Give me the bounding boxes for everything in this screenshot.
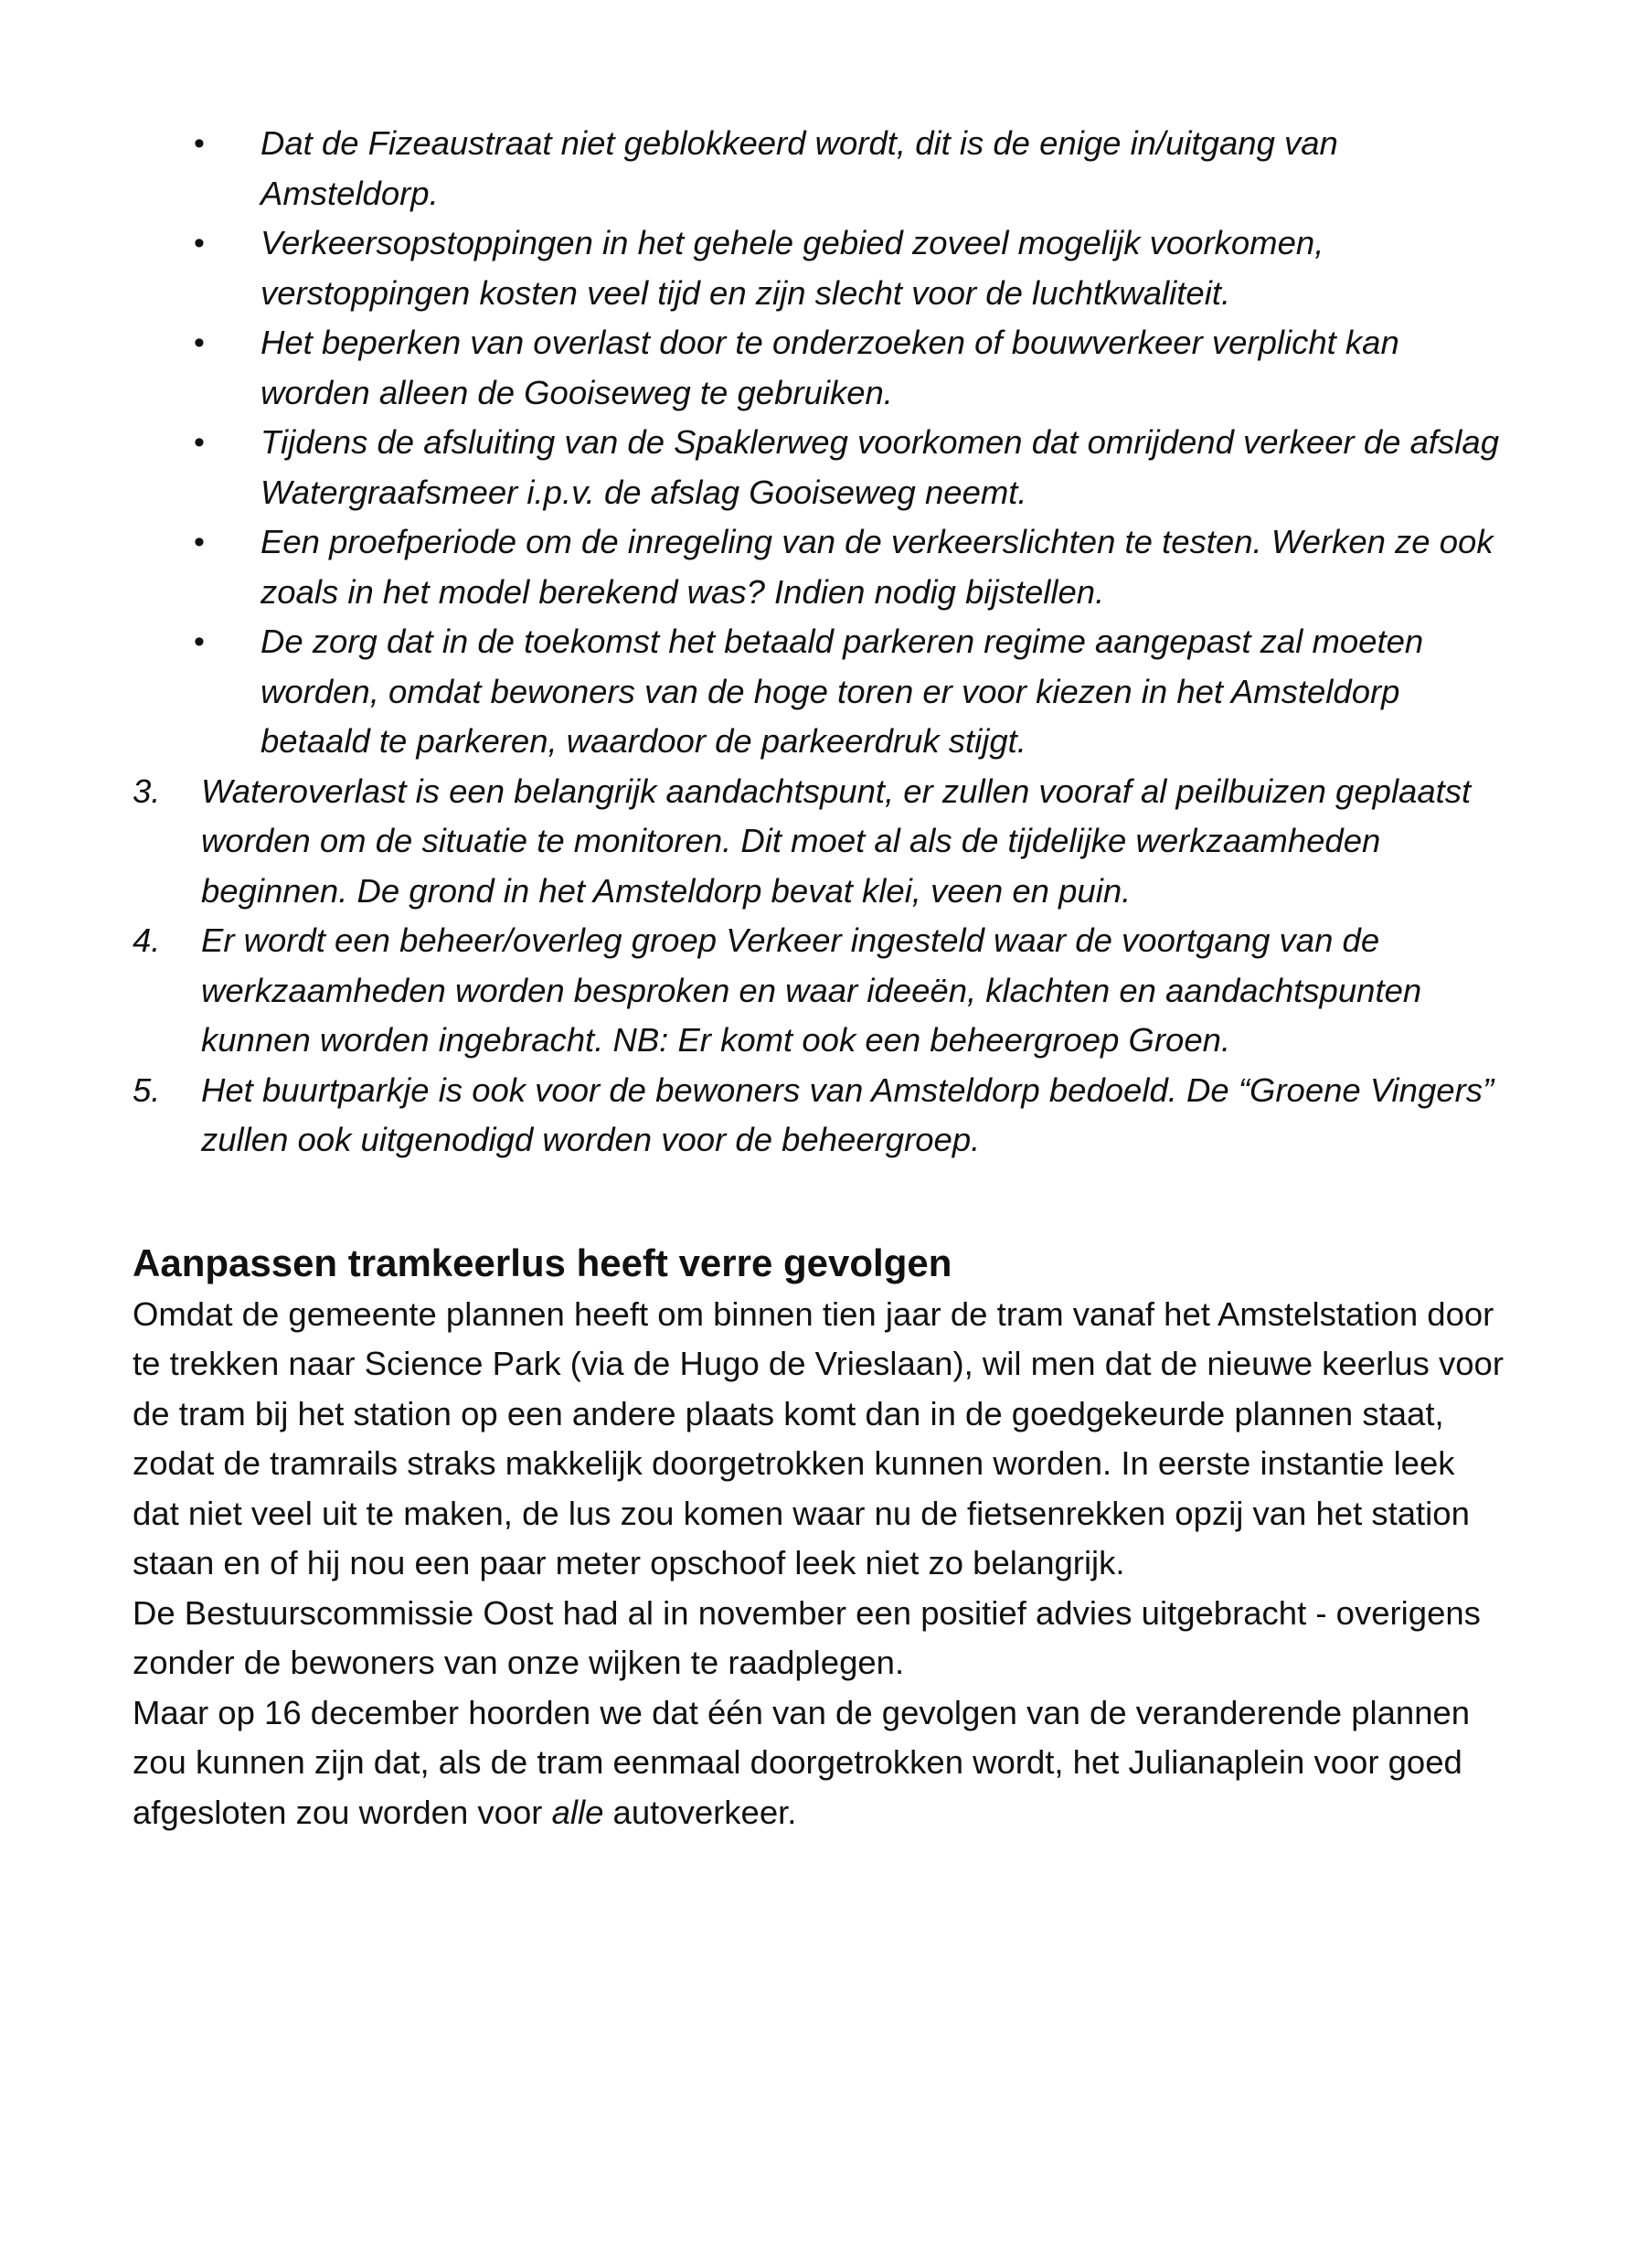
numbered-item-text: Het buurtparkje is ook voor de bewoners van Amsteldorp bedoeld. De “Groene Vingers” zullen ook uitgenodigd worden voor de beheergroep. xyxy=(201,1070,1494,1158)
bullet-text: Een proefperiode om de inregeling van de verkeerslichten te testen. Werken ze ook zoals in het model berekend was? Indien nodig bijstellen. xyxy=(261,523,1494,611)
bullet-item xyxy=(133,318,1504,418)
numbered-item xyxy=(133,916,1504,1066)
bullet-text: Dat de Fizeaustraat niet geblokkeerd wordt, dit is de enige in/uitgang van Amsteldorp. xyxy=(261,124,1338,212)
numbered-item-text: Wateroverlast is een belangrijk aandachtspunt, er zullen vooraf al peilbuizen geplaatst worden om de situatie te monitoren. Dit moet al als de tijdelijke werkzaamheden beginnen. De grond in het Amsteldorp bevat klei, veen en puin. xyxy=(201,772,1472,910)
bullet-text: De zorg dat in de toekomst het betaald parkeren regime aangepast zal moeten worden, omdat bewoners van de hoge toren er voor kiezen in het Amsteldorp betaald te parkeren, waardoor de parkeerdruk stijgt. xyxy=(261,623,1424,760)
body-paragraph: Omdat de gemeente plannen heeft om binnen tien jaar de tram vanaf het Amstelstation door te trekken naar Science Park (via de Hugo de Vrieslaan), wil men dat de nieuwe keerlus voor de tram bij het station op een andere plaats komt dan in de goedgekeurde plannen staat, zodat de tramrails straks makkelijk doorgetrokken kunnen worden. In eerste instantie leek dat niet veel uit te maken, de lus zou komen waar nu de fietsenrekken opzij van het station staan en of hij nou een paar meter opschoof leek niet zo belangrijk. xyxy=(133,1294,1504,1581)
bullet-text: Het beperken van overlast door te onderzoeken of bouwverkeer verplicht kan worden alleen de Gooiseweg te gebruiken. xyxy=(261,324,1399,411)
bullet-item xyxy=(133,617,1504,767)
body-paragraph xyxy=(133,1688,1504,1838)
numbered-list xyxy=(133,767,1504,1166)
section-heading: Aanpassen tramkeerlus heeft verre gevolgen xyxy=(133,1240,952,1284)
bullet-item xyxy=(133,119,1504,218)
bullet-marker: • xyxy=(194,325,205,360)
item-number: 3. xyxy=(133,772,161,810)
bullet-marker: • xyxy=(194,126,205,161)
bullet-marker: • xyxy=(194,525,205,559)
numbered-item-text: Er wordt een beheer/overleg groep Verkeer ingesteld waar de voortgang van de werkzaamheden worden besproken en waar ideeën, klachten en aandachtspunten kunnen worden ingebracht. NB: Er komt ook een beheergroep Groen. xyxy=(201,921,1422,1059)
text-block xyxy=(133,119,1504,1837)
bullet-list xyxy=(133,119,1504,767)
bullet-item xyxy=(133,517,1504,617)
bullet-text: Tijdens de afsluiting van de Spaklerweg voorkomen dat omrijdend verkeer de afslag Watergraafsmeer i.p.v. de afslag Gooiseweg neemt. xyxy=(261,423,1499,511)
item-number: 5. xyxy=(133,1070,161,1109)
numbered-item xyxy=(133,1066,1504,1166)
bullet-marker: • xyxy=(194,624,205,659)
bullet-marker: • xyxy=(194,226,205,261)
bullet-item xyxy=(133,418,1504,517)
numbered-item xyxy=(133,767,1504,917)
paragraph-text: Maar op 16 december hoorden we dat één van de gevolgen van de veranderende plannen zou kunnen zijn dat, als de tram eenmaal doorgetrokken wordt, het Julianaplein voor goed afgesloten zou worden voor xyxy=(133,1693,1471,1831)
item-number: 4. xyxy=(133,921,161,959)
body-paragraph: De Bestuurscommissie Oost had al in november een positief advies uitgebracht - overigens zonder de bewoners van onze wijken te raadplegen. xyxy=(133,1593,1481,1681)
bullet-marker: • xyxy=(194,425,205,460)
bullet-text: Verkeersopstoppingen in het gehele gebied zoveel mogelijk voorkomen, verstoppingen kosten veel tijd en zijn slecht voor de luchtkwaliteit. xyxy=(261,224,1324,312)
paragraph-text-end: autoverkeer. xyxy=(603,1793,797,1831)
bullet-item xyxy=(133,218,1504,318)
emphasized-word: alle xyxy=(551,1793,604,1831)
